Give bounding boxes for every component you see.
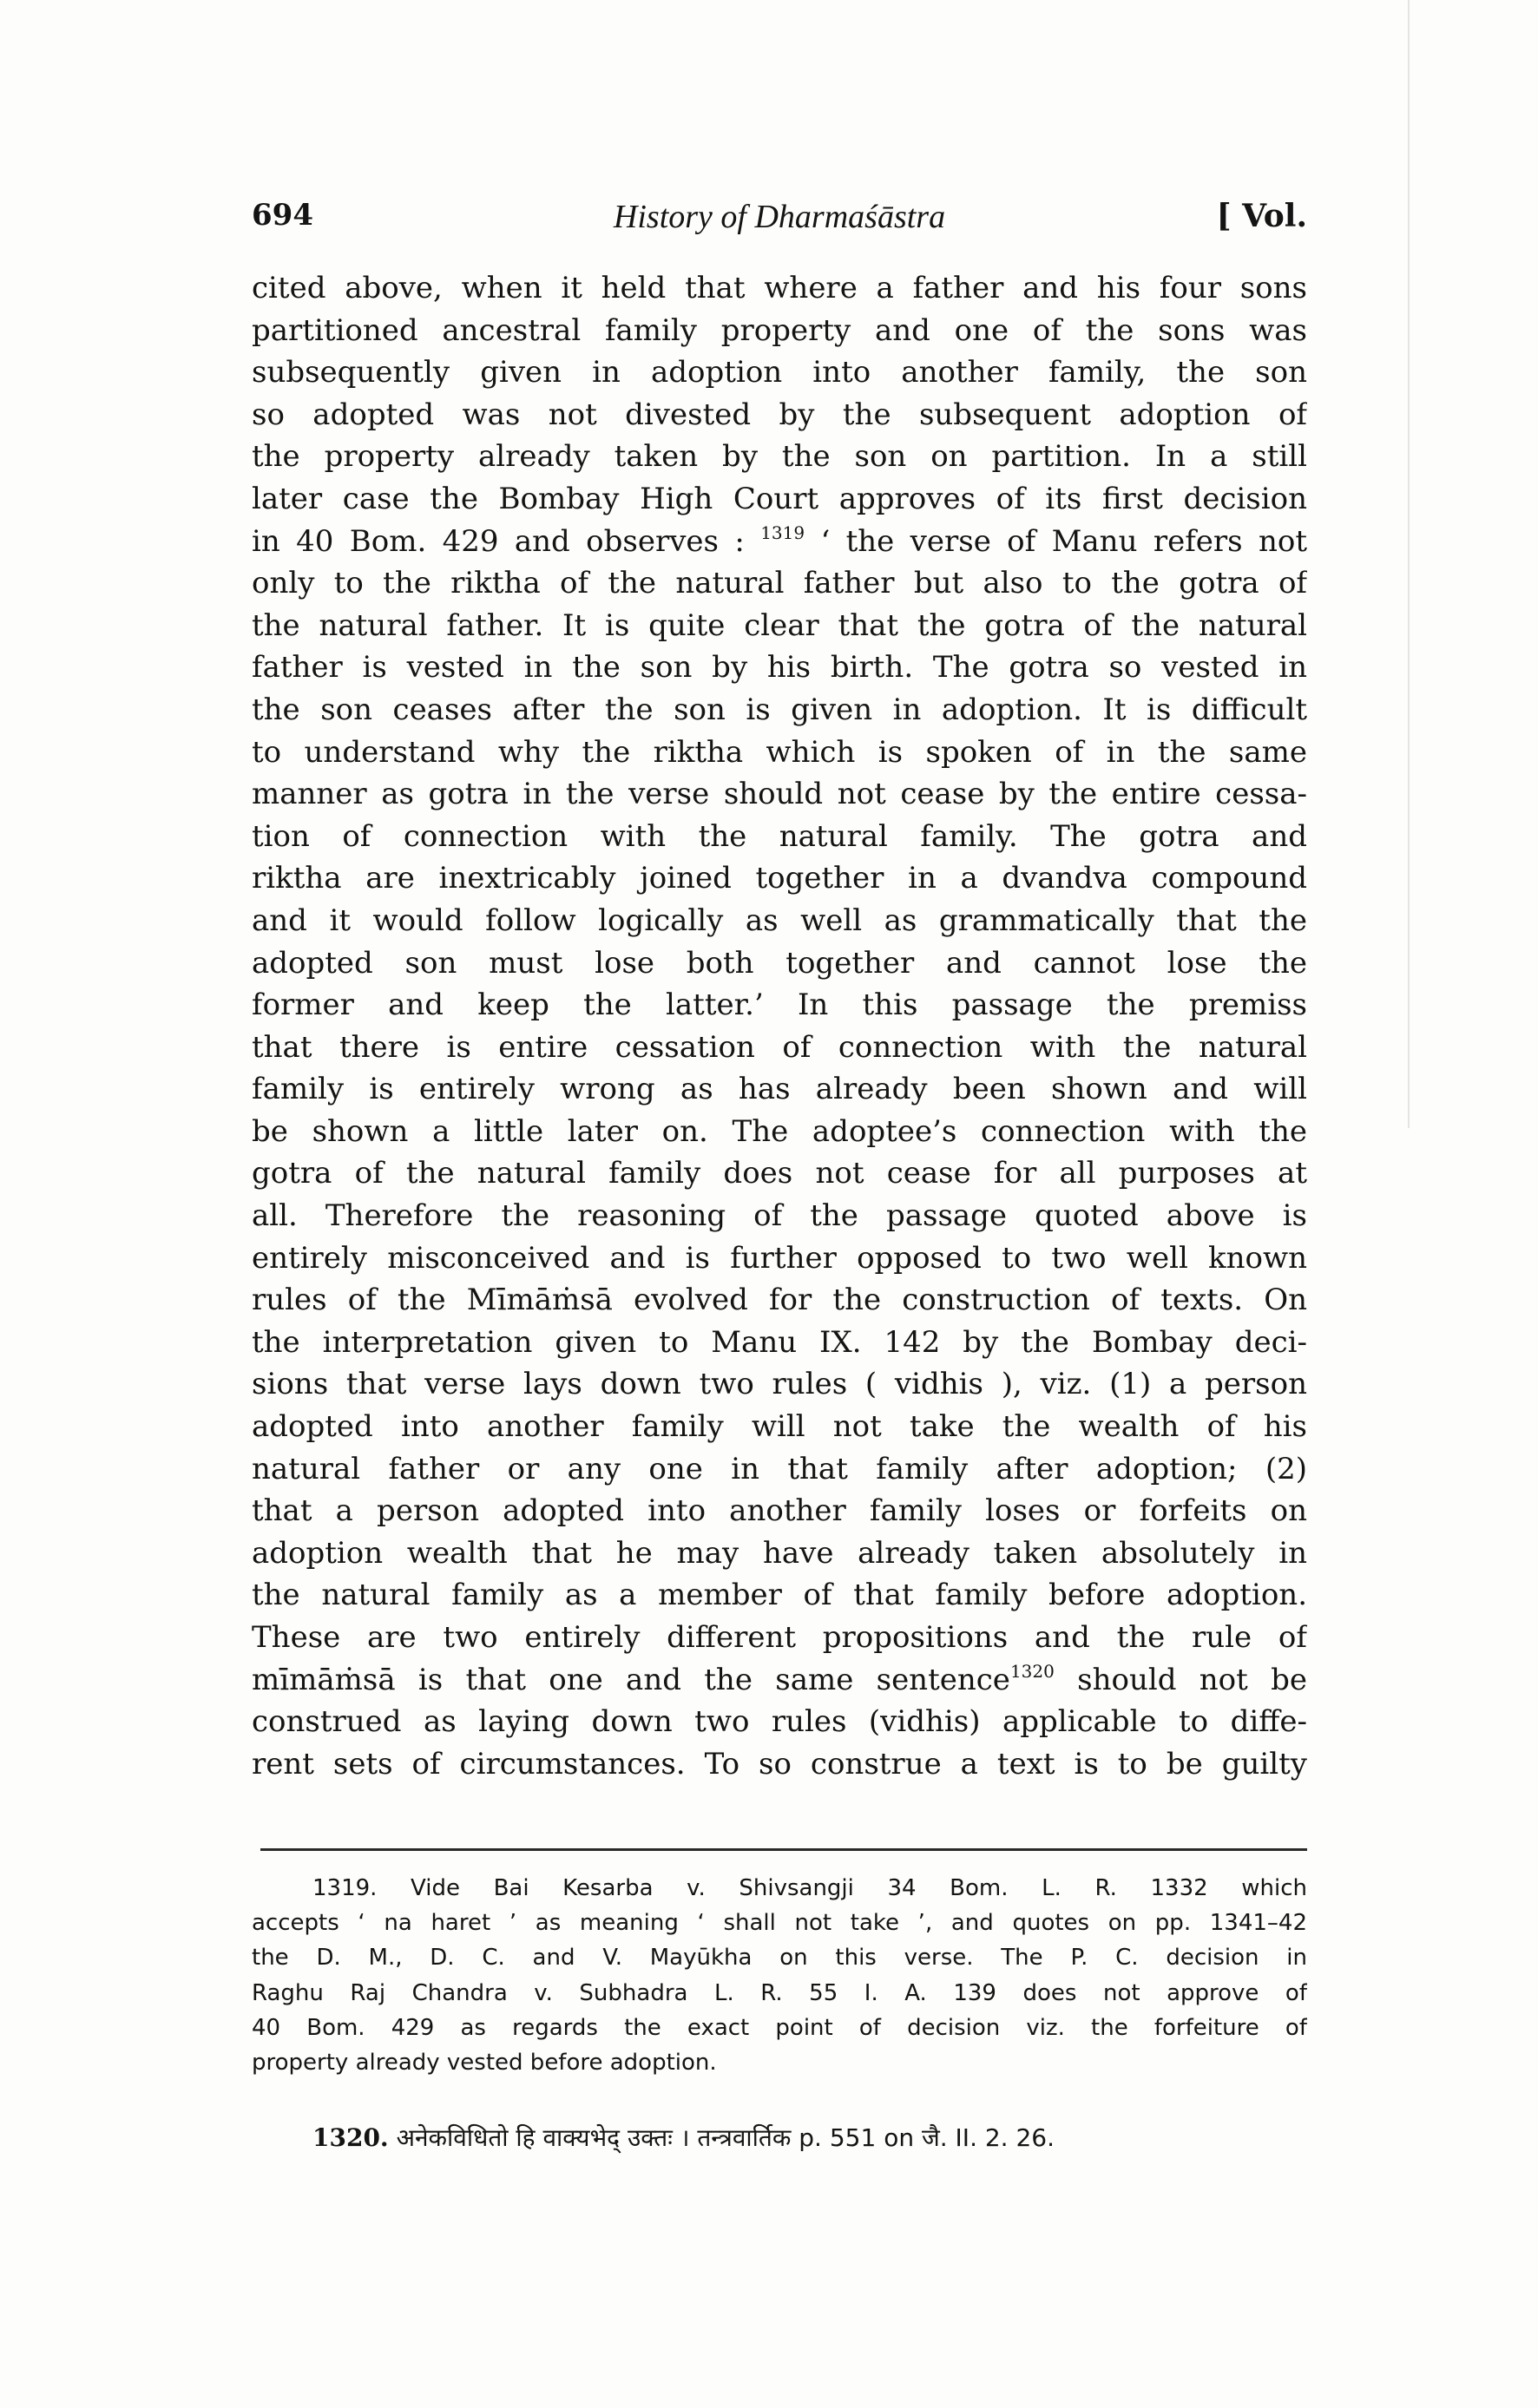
footnote-1320 (312, 2117, 1307, 2159)
text-line: former and keep the latter.’ In this passage the premiss (252, 987, 1307, 1023)
footnote-number: 1320. (312, 2123, 389, 2152)
text-line: to understand why the riktha which is spoken of in the same (252, 734, 1307, 770)
text-line: riktha are inextricably joined together in a dvandva compound (252, 861, 1307, 896)
text-line: adoption wealth that he may have already taken absolutely in (252, 1535, 1307, 1571)
text-line: These are two entirely different propositions and the rule of (252, 1620, 1307, 1655)
footnote-1319 (252, 1871, 1307, 2080)
text-line: father is vested in the son by his birth. The gotra so vested in (252, 650, 1307, 686)
footnote-text: अनेकविधितो हि वाक्यभेद् उक्तः । तन्त्रवार्तिक p. 551 on जै. II. 2. 26. (396, 2123, 1055, 2152)
text-line: the property already taken by the son on partition. In a still (252, 439, 1307, 475)
line-segment: should not be (1054, 1662, 1307, 1697)
running-header (252, 198, 1307, 250)
text-line: adopted into another family will not take the wealth of his (252, 1409, 1307, 1445)
text-line-with-footnote-ref (252, 521, 1307, 563)
text-line: the son ceases after the son is given in adoption. It is difficult (252, 692, 1307, 727)
text-line: gotra of the natural family does not cease for all purposes at (252, 1156, 1307, 1191)
text-line: the natural father. It is quite clear that the gotra of the natural (252, 607, 1307, 643)
footnote-line: 1319. Vide Bai Kesarba v. Shivsangji 34 Bom. L. R. 1332 which (312, 1875, 1307, 1901)
text-line: sions that verse lays down two rules ( vidhis ), viz. (1) a person (252, 1367, 1307, 1402)
text-line: later case the Bombay High Court approves of its first decision (252, 481, 1307, 516)
text-line: cited above, when it held that where a father and his four sons (252, 271, 1307, 305)
footnote-line: property already vested before adoption. (252, 2049, 717, 2076)
text-line: be shown a little later on. The adoptee’s connection with the (252, 1113, 1307, 1149)
text-line: the interpretation given to Manu IX. 142 by the Bombay deci- (252, 1324, 1307, 1360)
text-line: entirely misconceived and is further opposed to two well known (252, 1240, 1307, 1276)
text-line: natural father or any one in that family after adoption; (2) (252, 1451, 1307, 1486)
footnote-ref-1320[interactable]: 1320 (1009, 1660, 1055, 1682)
footnote-divider (260, 1848, 1307, 1851)
footnote-line: accepts ‘ na haret ’ as meaning ‘ shall not take ’, and quotes on pp. 1341–42 (252, 1910, 1307, 1937)
text-line: subsequently given in adoption into another family, the son (252, 355, 1307, 390)
text-line: manner as gotra in the verse should not cease by the entire cessa- (252, 777, 1307, 812)
volume-marker: [ Vol. (1216, 198, 1307, 234)
text-line: family is entirely wrong as has already been shown and will (252, 1072, 1307, 1107)
scan-edge-line (1408, 0, 1410, 1128)
text-line: the natural family as a member of that family before adoption. (252, 1578, 1307, 1613)
footnote-line: 40 Bom. 429 as regards the exact point of decision viz. the forfeiture of (252, 2014, 1307, 2041)
line-segment: mīmāṁsā is that one and the same sentence (252, 1662, 1010, 1697)
main-text (252, 267, 1307, 1785)
line-segment: in 40 Bom. 429 and observes : (252, 523, 761, 559)
text-line: rules of the Mīmāṁsā evolved for the construction of texts. On (252, 1283, 1307, 1318)
page-number: 694 (252, 198, 313, 233)
text-line: rent sets of circumstances. To so construe a text is to be guilty (252, 1746, 1307, 1781)
text-line: adopted son must lose both together and cannot lose the (252, 945, 1307, 981)
text-line: so adopted was not divested by the subsequent adoption of (252, 397, 1307, 432)
text-line: that a person adopted into another family loses or forfeits on (252, 1493, 1307, 1529)
text-line: partitioned ancestral family property and one of the sons was (252, 312, 1307, 348)
text-line: all. Therefore the reasoning of the passage quoted above is (252, 1198, 1307, 1234)
text-line: construed as laying down two rules (vidhis) applicable to diffe- (252, 1704, 1307, 1740)
text-line: only to the riktha of the natural father but also to the gotra of (252, 566, 1307, 601)
footnote-ref-1319[interactable]: 1319 (760, 522, 805, 543)
text-line: tion of connection with the natural family. The gotra and (252, 818, 1307, 854)
text-line: that there is entire cessation of connection with the natural (252, 1029, 1307, 1065)
footnote-line: the D. M., D. C. and V. Mayūkha on this verse. The P. C. decision in (252, 1945, 1307, 1972)
text-line-with-footnote-ref (252, 1659, 1307, 1702)
line-segment: ‘ the verse of Manu refers not (805, 523, 1307, 559)
running-title: History of Dharmaśāstra (613, 199, 946, 235)
footnote-line: Raghu Raj Chandra v. Subhadra L. R. 55 I. A. 139 does not approve of (252, 1979, 1307, 2006)
text-line: and it would follow logically as well as grammatically that the (252, 902, 1307, 938)
